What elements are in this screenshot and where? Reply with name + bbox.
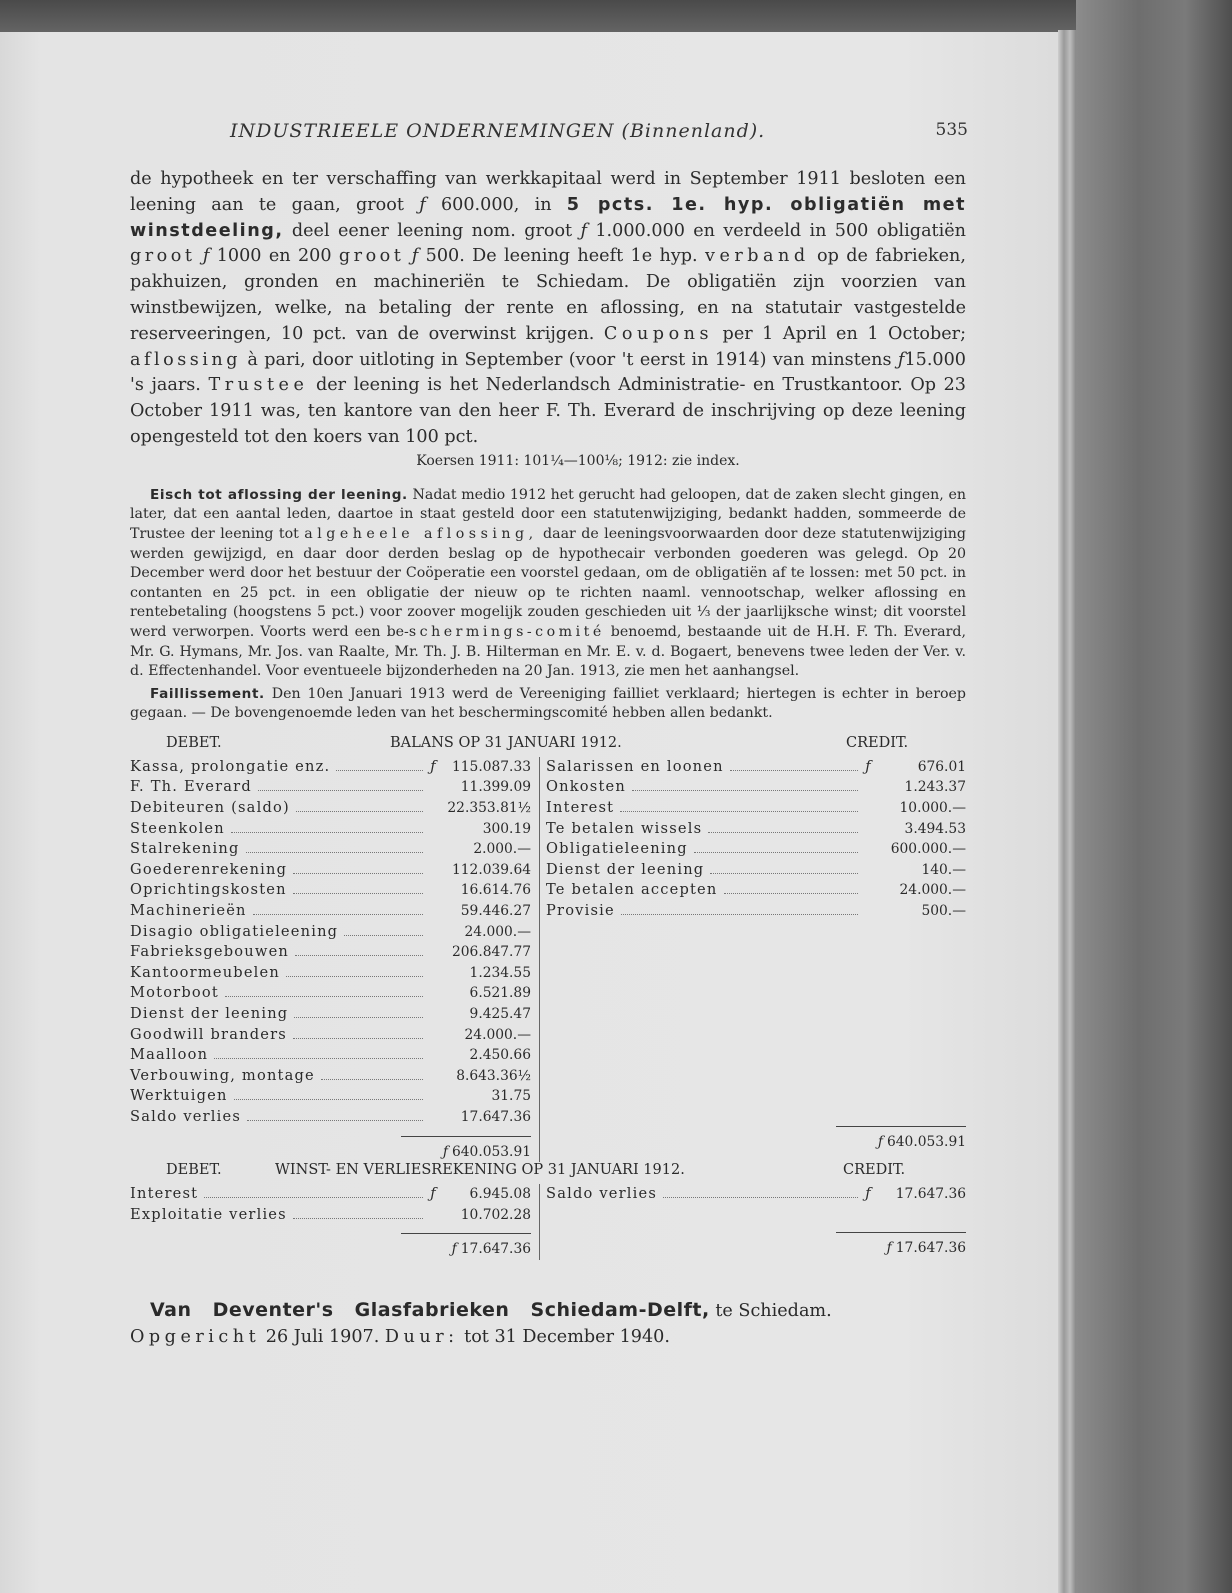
ledger-label: Fabrieksgebouwen (130, 943, 290, 961)
ledger-row (130, 1025, 531, 1046)
section-bankruptcy (130, 685, 966, 724)
text: 1.000.000 en verdeeld in 500 obligatiën (587, 220, 967, 241)
sum-rule (130, 1225, 531, 1234)
leader-dots (204, 1196, 423, 1198)
guilder-sign: ƒ (419, 194, 426, 215)
blank-row (546, 922, 966, 942)
ledger-amount: 1.234.55 (469, 964, 531, 981)
spaced-word: groot (130, 246, 196, 267)
guilder-sign: ƒ (442, 1143, 448, 1160)
next-company-entry (130, 1298, 966, 1351)
text: 26 Juli 1907. (260, 1326, 385, 1347)
total-amount: 640.053.91 (887, 1133, 966, 1150)
ledger-row (130, 942, 531, 963)
guilder-sign: ƒ (865, 757, 871, 775)
text: à pari, door uitloting in September (voor 't eerst in 1914) van minstens (241, 349, 898, 370)
ledger-label: Te betalen wissels (546, 819, 703, 837)
section-heading: Eisch tot aflossing der leening. (150, 486, 408, 503)
profit-loss-account (130, 1184, 966, 1260)
blank-row (546, 1000, 966, 1020)
text: 1000 en 200 (209, 246, 339, 267)
ledger-label: Interest (130, 1185, 199, 1203)
leader-dots (293, 1217, 423, 1219)
ledger-amount: 8.643.36½ (456, 1067, 531, 1084)
leader-dots (336, 769, 423, 771)
leader-dots (296, 810, 423, 812)
ledger-label: Goodwill branders (130, 1025, 287, 1043)
guilder-sign: ƒ (877, 1133, 883, 1150)
ledger-amount: 17.647.36 (895, 1186, 966, 1203)
text: op de fabrieken, pakhuizen, gronden en machineriën te Schiedam. De obligatiën zijn voorzien van winstbewijzen, welke, na betaling der rente en aflossing, en na statutair vastgestelde reserveeringen, 10 pct. van de overwinst krijgen. (130, 246, 966, 344)
leader-dots (708, 831, 858, 833)
section-loan-claim (130, 486, 966, 682)
text: Nadat medio 1912 het gerucht had geloopen, dat de zaken slecht gingen, en later, dat een aantal leden, daartoe in staat gesteld door een statutenwijziging, bedankt hadden, sommeerde de Trustee der leening tot (130, 486, 966, 542)
ledger-row (546, 819, 966, 840)
leader-dots (231, 831, 423, 833)
ledger-amount: 600.000.— (890, 841, 966, 858)
leader-dots (295, 954, 423, 956)
ledger-total (546, 1127, 966, 1153)
ledger-row (130, 777, 531, 798)
blank-row (546, 1020, 966, 1040)
ledger-amount: 676.01 (917, 758, 966, 775)
ledger-amount: 115.087.33 (452, 758, 531, 775)
ledger-total (130, 1234, 531, 1260)
text: Den 10en Januari 1913 werd de Vereeniging failliet verklaard; hiertegen is echter in beroep gegaan. — De bovengenoemde leden van het beschermingscomité hebben allen bedankt. (130, 685, 966, 722)
blank-row (546, 961, 966, 981)
ledger-amount: 3.494.53 (904, 820, 966, 837)
ledger-row (130, 1066, 531, 1087)
credit-label: CREDIT. (843, 1162, 906, 1179)
ledger-amount: 24.000.— (464, 1026, 531, 1043)
leader-dots (258, 789, 423, 791)
guilder-sign: ƒ (865, 1185, 871, 1203)
ledger-row (130, 901, 531, 922)
ledger-row (130, 1107, 531, 1128)
text: der leening is het Nederlandsch Administratie- en Trustkantoor. Op 23 October 1911 was, ten kantore van den heer F. Th. Everard de inschrijving op deze leening opengesteld tot den koers van 100 pct. (130, 375, 966, 447)
credit-label: CREDIT. (846, 734, 909, 751)
total-amount: 640.053.91 (452, 1143, 531, 1160)
page-content (130, 120, 966, 1351)
ledger-amount: 1.243.37 (904, 779, 966, 796)
leader-dots (293, 892, 423, 894)
ledger-label: Motorboot (130, 984, 219, 1002)
sum-rule (130, 1128, 531, 1137)
leader-dots (632, 789, 858, 791)
leader-dots (247, 1119, 423, 1121)
ledger-row (546, 860, 966, 881)
ledger-label: Te betalen accepten (546, 881, 718, 899)
total-amount: 17.647.36 (460, 1241, 531, 1258)
running-head (130, 120, 966, 150)
ledger-row (546, 757, 966, 778)
text: 500. De leening heeft 1e hyp. (418, 246, 706, 267)
spaced-word: verband (705, 246, 810, 267)
ledger-amount: 16.614.76 (460, 882, 531, 899)
ledger-row (546, 839, 966, 860)
guilder-sign: ƒ (411, 246, 419, 267)
ledger-total (130, 1137, 531, 1163)
ledger-amount: 24.000.— (464, 923, 531, 940)
guilder-sign: ƒ (580, 220, 587, 241)
ledger-amount: 206.847.77 (452, 944, 531, 961)
blank-row (546, 980, 966, 1000)
guilder-sign: ƒ (430, 1185, 436, 1203)
ledger-amount: 22.353.81½ (447, 800, 531, 817)
ledger-row (130, 1184, 531, 1205)
ledger-label: Interest (546, 799, 615, 817)
leader-dots (344, 934, 423, 936)
balance-title: BALANS OP 31 JANUARI 1912. (390, 734, 622, 751)
ledger-label: Onkosten (546, 778, 626, 796)
ledger-row (130, 983, 531, 1004)
ledger-row (130, 819, 531, 840)
text: benoemd, bestaande uit de H.H. F. Th. Everard, Mr. G. Hymans, Mr. Jos. van Raalte, Mr. Th. J. B. Hilterman en Mr. E. v. d. Bogaert, benevens twee leden der Ver. v. d. Effectenhandel. Voor eventueele bijzonderheden na 20 Jan. 1913, zie men het aanhangsel. (130, 623, 966, 680)
blank-row (546, 1059, 966, 1079)
leader-dots (710, 872, 858, 874)
ledger-label: Saldo verlies (130, 1107, 242, 1125)
spaced-word: Opgericht (130, 1326, 261, 1347)
ledger-label: Salarissen en loonen (546, 757, 724, 775)
ledger-label: Dienst der leening (130, 1005, 289, 1023)
ledger-row (130, 963, 531, 984)
text: per 1 April en 1 October; (713, 323, 966, 344)
spaced-word: aflossing (130, 349, 241, 370)
ledger-amount: 31.75 (491, 1088, 531, 1105)
ledger-row (130, 1004, 531, 1025)
leader-dots (321, 1078, 423, 1080)
spaced-word: groot (338, 246, 405, 267)
guilder-sign: ƒ (451, 1241, 457, 1258)
debit-label: DEBET. (166, 1162, 222, 1179)
debit-label: DEBET. (166, 734, 222, 751)
ledger-row (130, 880, 531, 901)
ledger-row (130, 922, 531, 943)
text: de hypotheek en ter verschaffing van werkkapitaal werd in September 1911 besloten een leening aan te gaan, groot (130, 169, 966, 215)
text: deel eener leening nom. groot (283, 220, 581, 241)
ledger-label: Maalloon (130, 1046, 209, 1064)
book-page-stack (1076, 0, 1232, 1593)
ledger-label: Kantoormeubelen (130, 963, 280, 981)
blank-row (546, 1205, 966, 1225)
leader-dots (286, 975, 423, 977)
ledger-row (546, 1184, 966, 1205)
leader-dots (246, 851, 423, 853)
leader-dots (621, 913, 858, 915)
blank-row (546, 941, 966, 961)
text: 600.000, in (425, 194, 567, 215)
ledger-row (546, 880, 966, 901)
blank-row (546, 1098, 966, 1118)
ledger-label: Goederenrekening (130, 860, 288, 878)
ledger-label: F. Th. Everard (130, 778, 252, 796)
ledger-amount: 9.425.47 (469, 1006, 531, 1023)
book-page (0, 32, 1058, 1593)
balance-debit-column (130, 757, 540, 1162)
ledger-label: Exploitatie verlies (130, 1205, 287, 1223)
ledger-label: Stalrekening (130, 840, 240, 858)
ledger-label: Disagio obligatieleening (130, 922, 339, 940)
ledger-label: Obligatieleening (546, 840, 688, 858)
balance-sheet (130, 757, 966, 1162)
ledger-amount: 10.000.— (899, 800, 966, 817)
ledger-total (546, 1233, 966, 1259)
ledger-label: Werktuigen (130, 1087, 228, 1105)
profit-loss-title: WINST- EN VERLIESREKENING OP 31 JANUARI 1912. (275, 1162, 685, 1179)
ledger-amount: 24.000.— (899, 882, 966, 899)
ledger-label: Debiteuren (saldo) (130, 799, 290, 817)
ledger-amount: 17.647.36 (460, 1108, 531, 1125)
leader-dots (293, 872, 423, 874)
leader-dots (234, 1098, 423, 1100)
ledger-row (546, 798, 966, 819)
blank-row (546, 1039, 966, 1059)
ledger-amount: 140.— (921, 861, 966, 878)
ledger-label: Provisie (546, 902, 615, 920)
ledger-amount: 59.446.27 (460, 903, 531, 920)
ledger-amount: 6.945.08 (469, 1186, 531, 1203)
leader-dots (294, 1016, 423, 1018)
ledger-amount: 2.000.— (473, 841, 531, 858)
profit-loss-header (130, 1162, 966, 1184)
ledger-row (130, 1086, 531, 1107)
text: 15.000 's jaars. (130, 349, 966, 396)
intro-paragraph (130, 167, 966, 451)
ledger-amount: 500.— (921, 903, 966, 920)
price-quotes: Koersen 1911: 101¼—100⅛; 1912: zie index. (416, 452, 740, 469)
ledger-label: Verbouwing, montage (130, 1066, 315, 1084)
bond-type-heading: 5 pcts. 1e. hyp. obligatiën met winstdeeling, (130, 194, 966, 241)
ledger-label: Oprichtingskosten (130, 881, 287, 899)
leader-dots (253, 913, 423, 915)
text: tot 31 December 1940. (458, 1326, 670, 1347)
spaced-word: schermings-comité (408, 623, 605, 640)
ledger-label: Saldo verlies (546, 1185, 658, 1203)
spaced-word: algeheele aflossing, (304, 525, 538, 542)
spaced-word: Coupons (603, 323, 714, 344)
leader-dots (724, 892, 859, 894)
ledger-label: Kassa, prolongatie enz. (130, 757, 331, 775)
guilder-sign: ƒ (886, 1240, 892, 1257)
blank-row (546, 1078, 966, 1098)
spaced-word: Trustee (208, 375, 309, 396)
running-title: INDUSTRIEELE ONDERNEMINGEN (Binnenland). (230, 120, 766, 142)
ledger-label: Machinerieën (130, 902, 247, 920)
ledger-label: Dienst der leening (546, 860, 705, 878)
text: daar de leeningsvoorwaarden door deze statutenwijziging werden gewijzigd, en daar door derden beslag op de hypothecair verbonden goederen was gelegd. Op 20 December werd door het bestuur der Coöperatie een voorstel gedaan, om de obligatiën af te lossen: met 50 pct. in contanten en 25 pct. in een obligatie der nieuw op te richten naaml. vennootschap, welker aflossing en rentebetaling (hoogstens 5 pct.) voor zoover mogelijk zouden geschieden uit ⅓ der jaarlijksche winst; dit voorstel werd verworpen. Voorts werd een be- (130, 525, 966, 640)
page-number: 535 (935, 120, 968, 140)
balance-credit-column (540, 757, 966, 1162)
leader-dots (694, 851, 858, 853)
ledger-amount: 2.450.66 (469, 1047, 531, 1064)
leader-dots (620, 810, 858, 812)
ledger-row (546, 901, 966, 922)
leader-dots (214, 1057, 423, 1059)
ledger-amount: 11.399.09 (460, 779, 531, 796)
leader-dots (225, 995, 423, 997)
spaced-word: Duur: (384, 1326, 459, 1347)
ledger-amount: 10.702.28 (460, 1206, 531, 1223)
pl-debit-column (130, 1184, 540, 1260)
balance-sheet-header (130, 735, 966, 757)
ledger-row (130, 860, 531, 881)
guilder-sign: ƒ (897, 349, 905, 370)
guilder-sign: ƒ (430, 757, 436, 775)
company-name: Van Deventer's Glasfabrieken Schiedam-Delft, (150, 1298, 710, 1321)
ledger-row (130, 1045, 531, 1066)
text: te Schiedam. (709, 1300, 832, 1321)
ledger-amount: 300.19 (482, 820, 531, 837)
sum-rule (546, 1224, 966, 1233)
ledger-row (546, 777, 966, 798)
leader-dots (730, 769, 858, 771)
ledger-amount: 112.039.64 (452, 861, 531, 878)
ledger-row (130, 839, 531, 860)
leader-dots (663, 1196, 858, 1198)
ledger-label: Steenkolen (130, 819, 225, 837)
ledger-row (130, 1205, 531, 1226)
leader-dots (293, 1037, 423, 1039)
total-amount: 17.647.36 (895, 1240, 966, 1257)
section-heading: Faillissement. (150, 685, 265, 702)
sum-rule (546, 1118, 966, 1127)
page-edge (1058, 30, 1076, 1593)
ledger-row (130, 798, 531, 819)
pl-credit-column (540, 1184, 966, 1260)
ledger-amount: 6.521.89 (469, 985, 531, 1002)
guilder-sign: ƒ (202, 246, 210, 267)
ledger-row (130, 757, 531, 778)
